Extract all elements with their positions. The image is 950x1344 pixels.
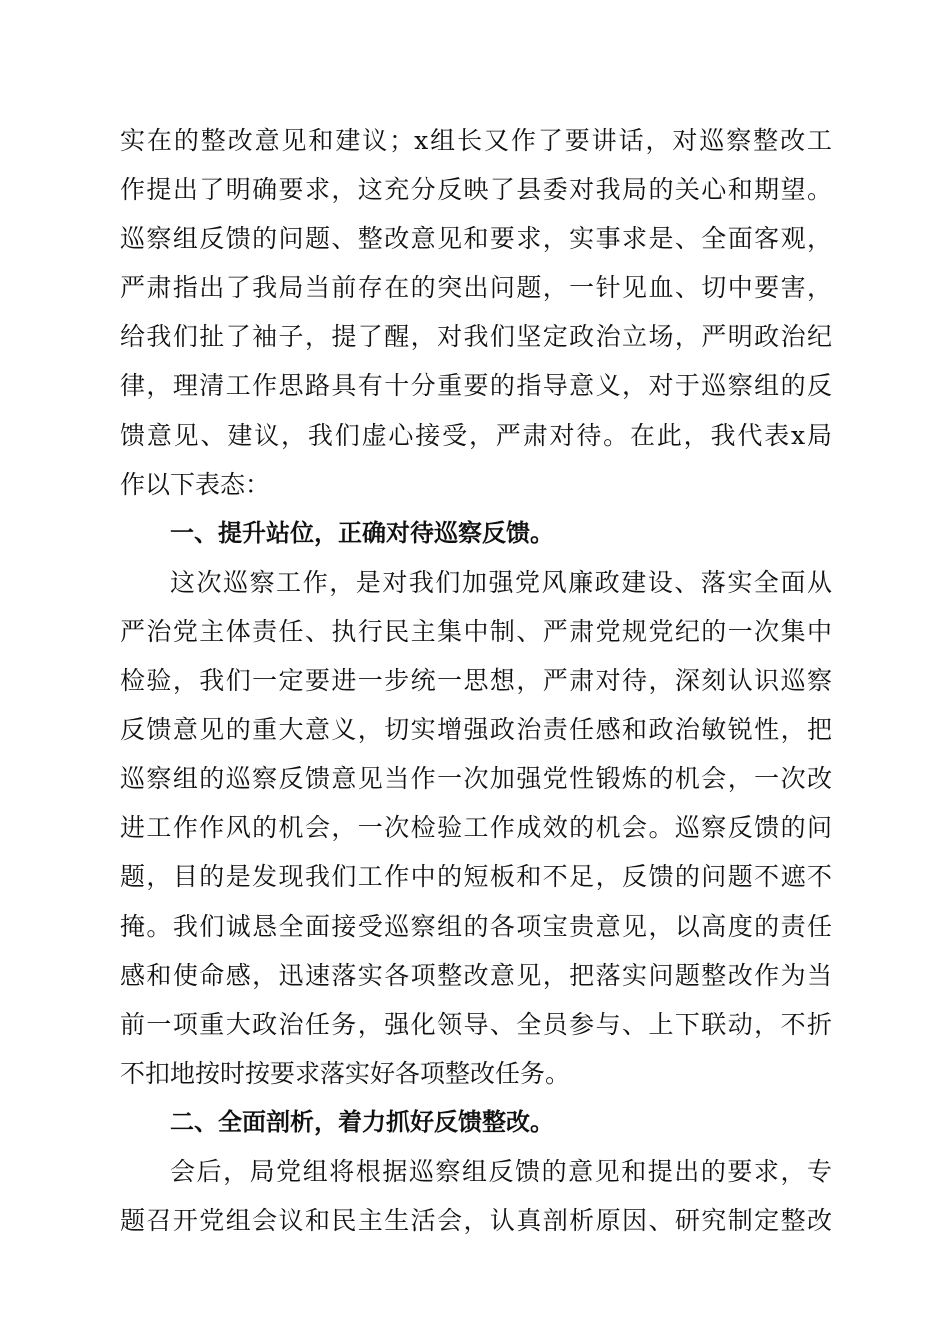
text-line: 感和使命感，迅速落实各项整改意见，把落实问题整改作为当 [120,960,832,990]
text-line: 题召开党组会议和民主生活会，认真剖析原因、研究制定整改 [120,1206,832,1236]
text-line: 馈意见、建议，我们虚心接受，严肃对待。在此，我代表x局 [120,420,832,450]
text-line: 检验，我们一定要进一步统一思想，严肃对待，深刻认识巡察 [120,666,832,696]
text-line: 题，目的是发现我们工作中的短板和不足，反馈的问题不遮不 [120,862,832,892]
text-line: 作以下表态： [120,469,271,499]
text-line: 掩。我们诚恳全面接受巡察组的各项宝贵意见，以高度的责任 [120,911,832,941]
text-line: 前一项重大政治任务，强化领导、全员参与、上下联动，不折 [120,1009,832,1039]
text-line: 进工作作风的机会，一次检验工作成效的机会。巡察反馈的问 [120,813,832,843]
text-line: 会后，局党组将根据巡察组反馈的意见和提出的要求，专 [170,1156,832,1186]
text-line: 巡察组的巡察反馈意见当作一次加强党性锻炼的机会，一次改 [120,764,832,794]
text-line: 巡察组反馈的问题、整改意见和要求，实事求是、全面客观， [120,224,832,254]
paragraph-section-1 [120,558,832,1098]
text-line: 给我们扯了袖子，提了醒，对我们坚定政治立场，严明政治纪 [120,322,832,352]
paragraph-intro [120,116,832,509]
text-line: 不扣地按时按要求落实好各项整改任务。 [120,1058,571,1088]
document-page [120,116,832,1245]
section-heading-1: 一、提升站位，正确对待巡察反馈。 [170,518,554,547]
paragraph-section-2 [120,1147,832,1245]
text-line: 作提出了明确要求，这充分反映了县委对我局的关心和期望。 [120,175,832,205]
text-line: 实在的整改意见和建议；x组长又作了要讲话，对巡察整改工 [120,126,832,155]
text-line: 严治党主体责任、执行民主集中制、严肃党规党纪的一次集中 [120,616,832,646]
text-line: 律，理清工作思路具有十分重要的指导意义，对于巡察组的反 [120,371,832,401]
text-line: 这次巡察工作，是对我们加强党风廉政建设、落实全面从 [170,567,832,597]
section-heading-2: 二、全面剖析，着力抓好反馈整改。 [170,1107,554,1136]
text-line: 严肃指出了我局当前存在的突出问题，一针见血、切中要害， [120,273,832,303]
text-line: 反馈意见的重大意义，切实增强政治责任感和政治敏锐性，把 [120,715,832,745]
